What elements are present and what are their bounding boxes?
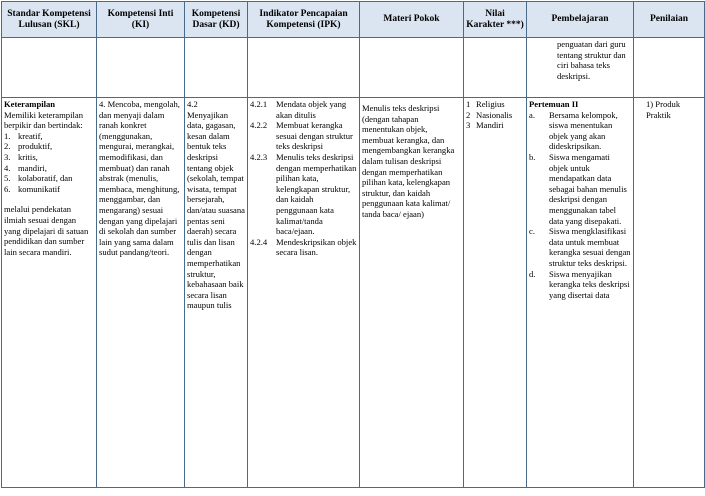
list-item: 4.2.2 Membuat kerangka sesuai dengan struktur teks deskripsi — [250, 120, 353, 152]
list-item: b. Siswa mengamati objek untuk mendapatkan data sebagai bahan menulis deskripsi dengan menggunakan tabel data yang disepakati. — [529, 151, 627, 226]
header-ki: Kompetensi Inti (KI) — [97, 2, 185, 38]
list-item: 3. kritis, — [4, 151, 38, 162]
penilaian-cell — [634, 98, 705, 488]
header-nilai: Nilai Karakter ***) — [464, 2, 527, 38]
header-row — [2, 2, 705, 38]
header-penilaian: Penilaian — [634, 2, 705, 38]
list-item: c. Siswa mengklasifikasi data untuk membuat kerangka sesuai dengan struktur teks deskripsi. — [529, 226, 631, 268]
header-kd: Kompetensi Dasar (KD) — [185, 2, 248, 38]
list-item: 2 Nasionalis — [466, 109, 513, 120]
list-item: a. Bersama kelompok, siswa menentukan objek yang akan dideskripsikan. — [529, 109, 618, 152]
skl-intro: Memiliki keterampilan berpikir dan bertindak: — [4, 109, 83, 131]
skl-closing: melalui pendekatan ilmiah sesuai dengan yang dipelajari di satuan pendidikan dan sumber lain secara mandiri. — [4, 204, 89, 257]
kd-cell — [185, 98, 248, 488]
table-row — [2, 38, 705, 98]
list-item: 1 Religius — [466, 99, 505, 109]
list-item: 3 Mandiri — [466, 120, 504, 131]
materi-text: Menulis teks deskripsi (dengan tahapan menentukan objek, membuat kerangka, dan mengembangkan kerangka dalam tulisan deskripsi dengan memperhatikan pilihan kata, kelengkapan struktur, dan kaidah penggunaan kata kalimat/ tanda baca/ ejaan) — [362, 103, 455, 219]
header-materi: Materi Pokok — [360, 2, 464, 38]
materi-cell — [360, 98, 464, 488]
table-row — [2, 98, 705, 488]
pembelajaran-continuation — [527, 38, 634, 98]
skl-list — [4, 131, 94, 195]
kd-number: 4.2 — [187, 99, 198, 109]
skl-title: Keterampilan — [4, 99, 56, 109]
list-item: d. Siswa menyajikan kerangka teks deskripsi yang disertai data — [529, 268, 630, 300]
pertemuan-title: Pertemuan II — [529, 99, 579, 109]
list-item: 2. produktif, — [4, 141, 53, 152]
kd-text: Menyajikan data, gagasan, kesan dalam bentuk teks deskripsi tentang objek (sekolah, tempat wisata, tempat bersejarah, dan/atau suasana pentas seni daerah) secara tulis dan lisan dengan memperhatikan struktur, kebahasaan baik secara lisan maupun tulis — [187, 109, 245, 311]
list-item: 4. mandiri, — [4, 162, 47, 173]
header-skl: Standar Kompetensi Lulusan (SKL) — [2, 2, 97, 38]
header-ipk: Indikator Pencapaian Kompetensi (IPK) — [248, 2, 360, 38]
lesson-plan-table — [1, 1, 705, 488]
nilai-cell — [464, 98, 527, 488]
penilaian-text: 1) Produk Praktik — [646, 99, 681, 120]
pembelajaran-cell — [527, 98, 634, 488]
list-item: 1. kreatif, — [4, 130, 43, 141]
list-item: 6. komunikatif — [4, 183, 61, 194]
list-item: 5. kolaboratif, dan — [4, 173, 73, 184]
skl-cell — [2, 98, 97, 488]
list-item: 4.2.4 Mendeskripsikan objek secara lisan. — [250, 236, 357, 258]
pembelajaran-text: penguatan dari guru tentang struktur dan ciri bahasa teks deskripsi. — [557, 39, 626, 81]
ki-cell — [97, 98, 185, 488]
ipk-cell — [248, 98, 360, 488]
header-pembelajaran: Pembelajaran — [527, 2, 634, 38]
list-item: 4.2.1 Mendata objek yang akan ditulis — [250, 99, 347, 120]
list-item: 4.2.3 Menulis teks deskripsi dengan memperhatikan pilihan kata, kelengkapan struktur, dan kaidah penggunaan kata kalimat/tanda baca/ejaan. — [250, 151, 357, 237]
ki-text: 4. Mencoba, mengolah, dan menyaji dalam ranah konkret (menggunakan, mengurai, merangkai, memodifikasi, dan membuat) dan ranah abstrak (menulis, membaca, menghitung, menggambar, dan mengarang) sesuai dengan yang dipelajari di sekolah dan sumber lain yang sama dalam sudut pandang/teori. — [99, 99, 180, 258]
